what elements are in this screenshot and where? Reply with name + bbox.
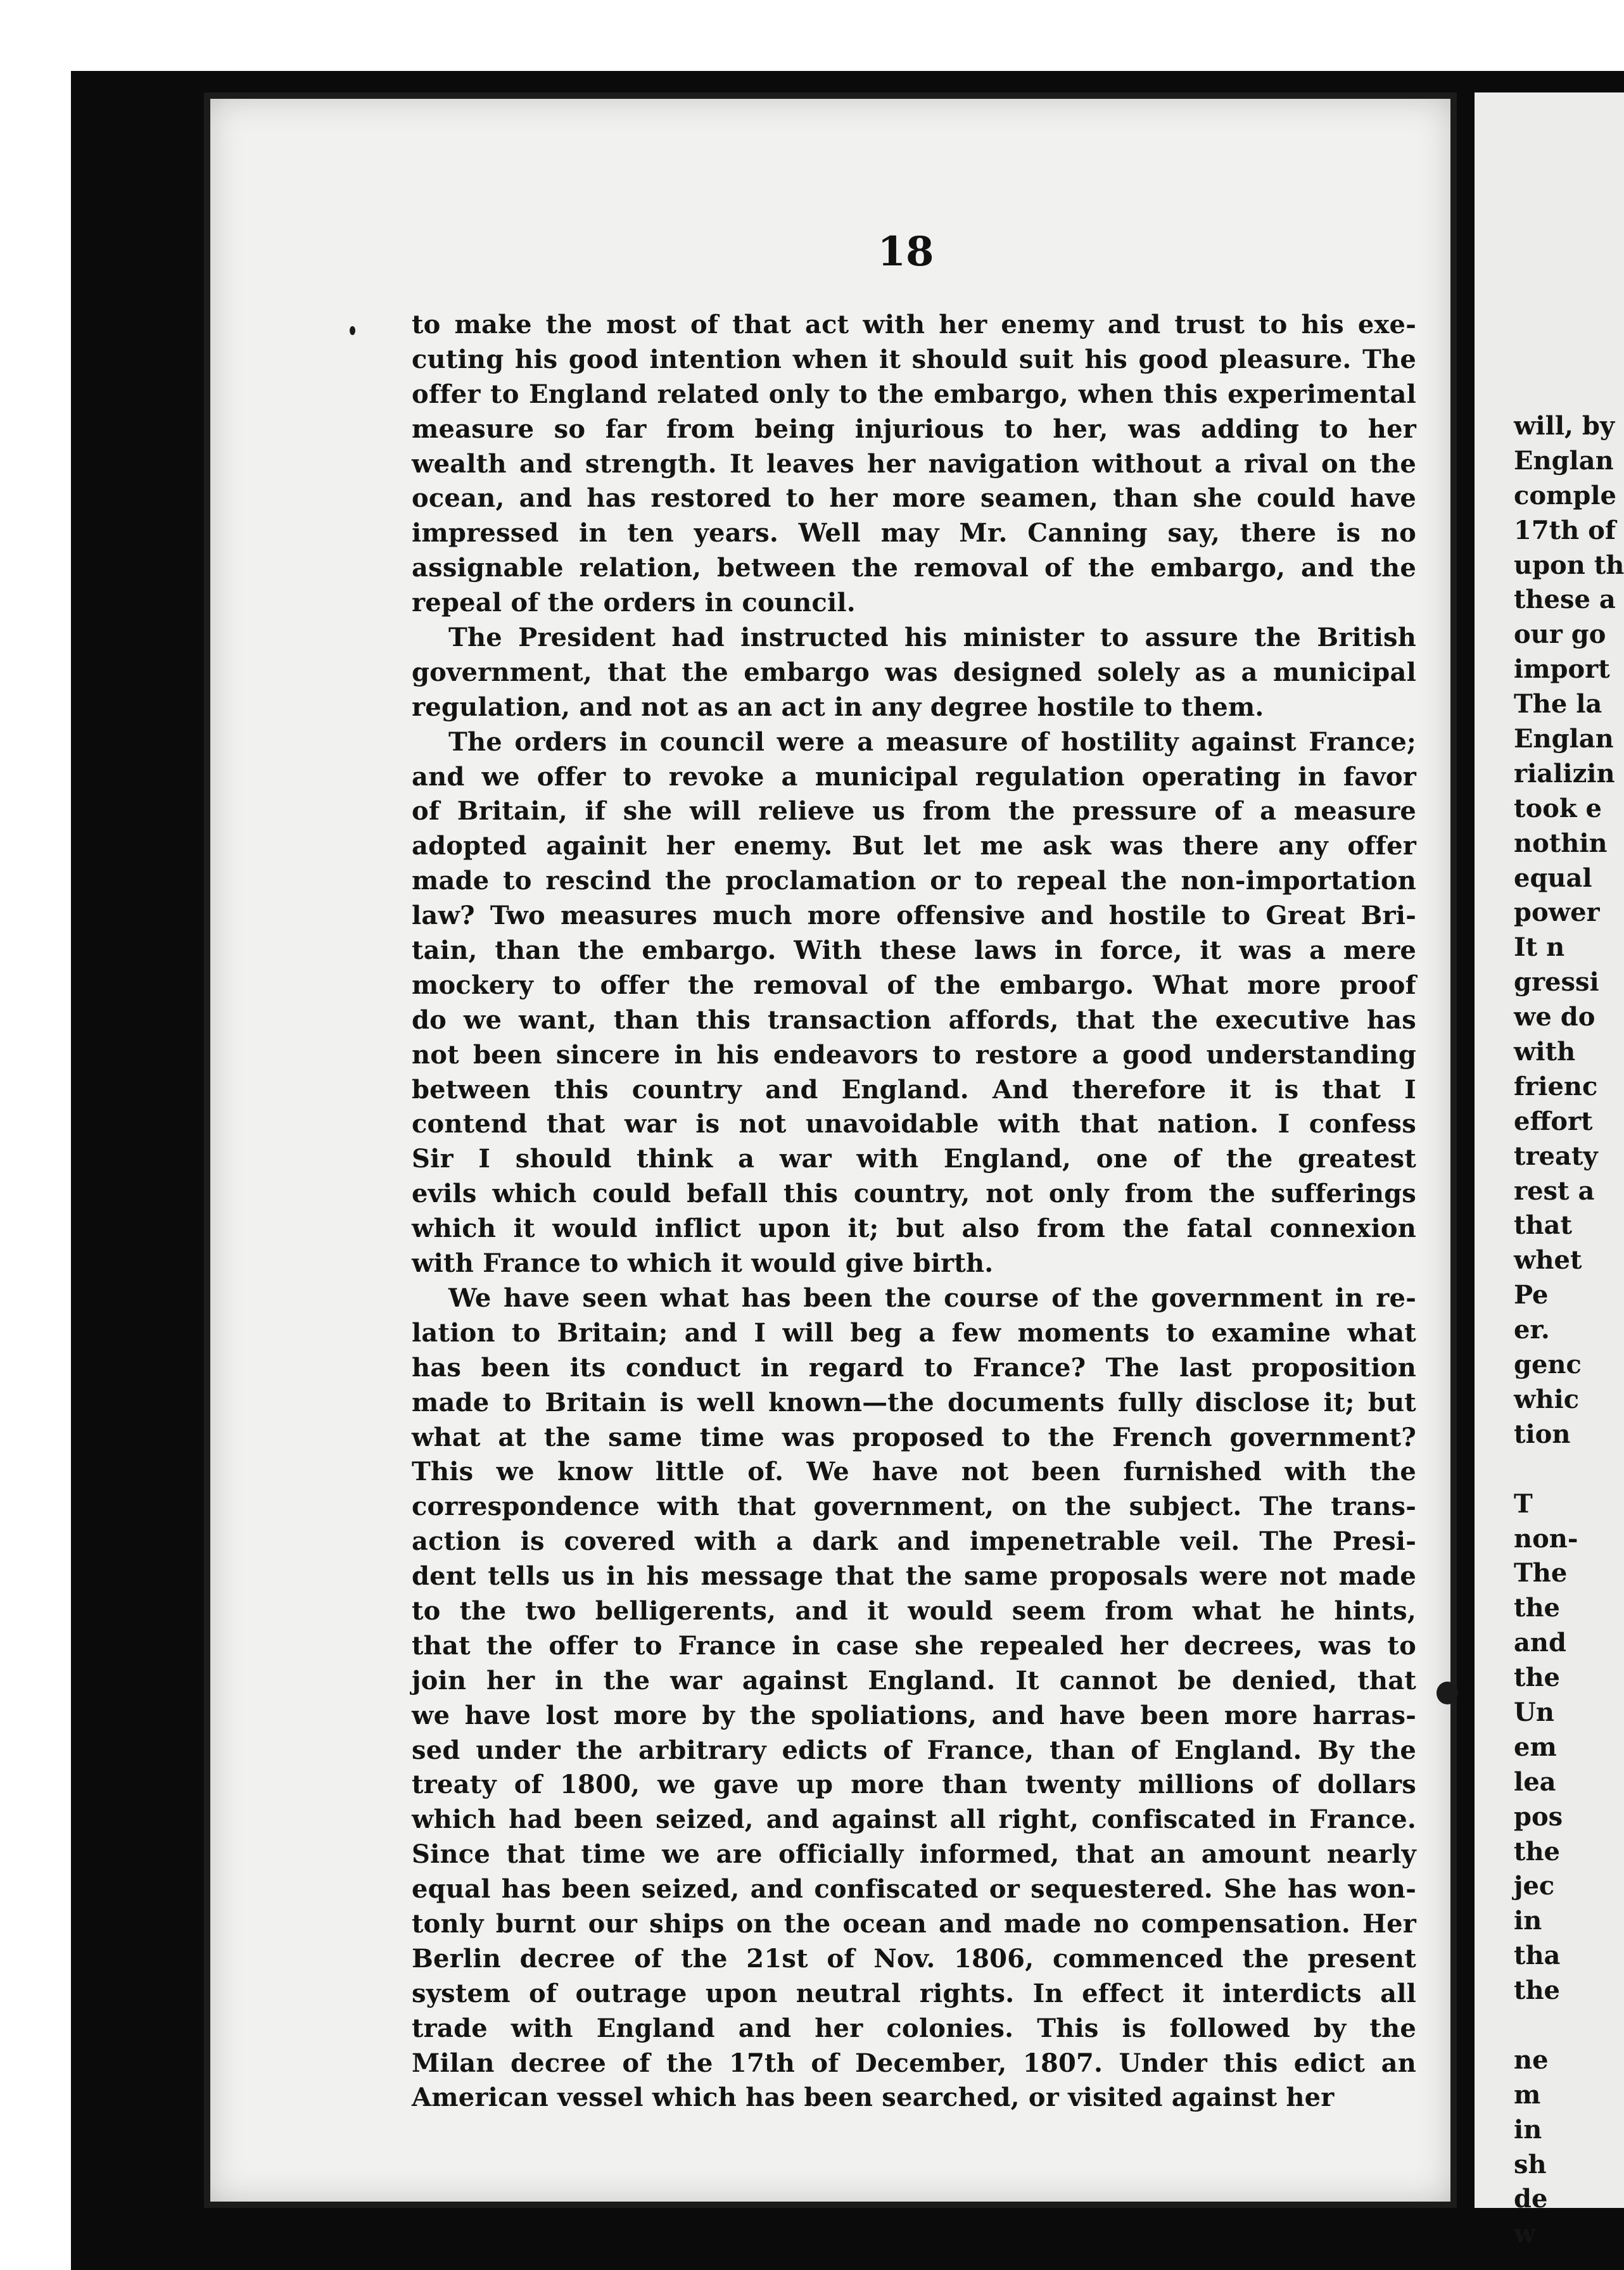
right-page-line: 17th of — [1514, 515, 1616, 545]
text-line: equal has been seized, and confiscated or sequestered. She has won- — [412, 1874, 1416, 1905]
text-line: evils which could befall this country, not only from the sufferings — [412, 1179, 1416, 1209]
right-page-line: jec — [1514, 1871, 1555, 1901]
text-line: Since that time we are officially informed, that an amount nearly — [412, 1839, 1416, 1870]
text-line: impressed in ten years. Well may Mr. Canning say, there is no — [412, 518, 1416, 548]
right-page-line: treaty — [1514, 1141, 1598, 1171]
right-page-line: our go — [1514, 619, 1606, 650]
right-page-line: power — [1514, 897, 1600, 928]
right-page-line: er. — [1514, 1315, 1550, 1345]
right-page-line: equal — [1514, 863, 1592, 893]
right-page-line: de — [1514, 2184, 1548, 2214]
right-page-line: w — [1514, 2219, 1536, 2249]
text-line: Sir I should think a war with England, one of the greatest — [412, 1144, 1416, 1174]
text-line: adopted againit her enemy. But let me ask was there any offer — [412, 831, 1416, 861]
right-page-line: Un — [1514, 1697, 1554, 1727]
text-line: mockery to offer the removal of the embargo. What more proof — [412, 970, 1416, 1000]
right-page-line: will, by — [1514, 411, 1615, 441]
text-line: which it would inflict upon it; but also from the fatal connexion — [412, 1214, 1416, 1244]
right-page-line: comple — [1514, 480, 1616, 510]
right-page-line: Englan — [1514, 724, 1614, 754]
right-page-line: rest a — [1514, 1176, 1595, 1206]
text-line: join her in the war against England. It cannot be denied, that — [412, 1665, 1416, 1696]
right-page-line — [1514, 1452, 1624, 1487]
body-text — [412, 308, 1416, 2115]
right-page-line: the — [1514, 1593, 1561, 1623]
text-line: Milan decree of the 17th of December, 1807. Under this edict an — [412, 2048, 1416, 2078]
text-line: We have seen what has been the course of the government in re- — [448, 1283, 1416, 1313]
text-line: The President had instructed his minister to assure the British — [448, 623, 1416, 653]
text-line: not been sincere in his endeavors to restore a good understanding — [412, 1039, 1416, 1070]
text-line: cuting his good intention when it should suit his good pleasure. The — [412, 344, 1416, 374]
right-page-line: lea — [1514, 1766, 1556, 1797]
right-page-line: these a — [1514, 585, 1616, 615]
right-page-line: Englan — [1514, 445, 1614, 476]
right-page-line: in — [1514, 1906, 1542, 1936]
text-line: repeal of the orders in council. — [412, 588, 856, 618]
right-page-line: we do — [1514, 1002, 1595, 1032]
right-page-line: frienc — [1514, 1071, 1598, 1101]
right-page-line: non- — [1514, 1523, 1578, 1554]
text-line: to make the most of that act with her enemy and trust to his exe- — [412, 310, 1416, 339]
text-line: dent tells us in his message that the same proposals were not made — [412, 1561, 1416, 1592]
text-line: sed under the arbitrary edicts of France, than of England. By the — [412, 1735, 1416, 1765]
text-line: made to rescind the proclamation or to repeal the non-importation — [412, 866, 1416, 896]
ink-speck — [350, 326, 355, 335]
right-page-line: m — [1514, 2079, 1541, 2110]
text-line: contend that war is not unavoidable with that nation. I confess — [412, 1109, 1416, 1139]
text-line: correspondence with that government, on the subject. The trans- — [412, 1492, 1416, 1522]
text-line: The orders in council were a measure of hostility against France; — [448, 726, 1416, 757]
text-line: regulation, and not as an act in any degree hostile to them. — [412, 692, 1264, 722]
text-line: trade with England and her colonies. This is followed by the — [412, 2013, 1416, 2043]
text-line: do we want, than this transaction affords, that the executive has — [412, 1005, 1416, 1035]
right-page-line: tion — [1514, 1419, 1571, 1449]
right-page-line: effort — [1514, 1106, 1593, 1136]
text-line: action is covered with a dark and impenetrable veil. The Presi- — [412, 1526, 1416, 1557]
text-line: law? Two measures much more offensive and hostile to Great Bri- — [412, 901, 1416, 931]
ink-speck — [1437, 1682, 1458, 1704]
right-page-line: in — [1514, 2114, 1542, 2145]
right-page-line: and — [1514, 1628, 1566, 1658]
text-line: has been its conduct in regard to France? The last proposition — [412, 1352, 1416, 1383]
text-line: system of outrage upon neutral rights. In effect it interdicts all — [412, 1978, 1416, 2008]
film-border-bottom — [71, 2208, 1624, 2270]
right-page-line: em — [1514, 1732, 1557, 1762]
right-page-line: sh — [1514, 2149, 1547, 2179]
right-page-line: gressi — [1514, 967, 1599, 998]
right-page-line: took e — [1514, 793, 1602, 823]
right-page-line: whic — [1514, 1384, 1580, 1414]
text-line: which had been seized, and against all right, confiscated in France. — [412, 1804, 1416, 1835]
right-page-line: genc — [1514, 1350, 1582, 1380]
text-line: measure so far from being injurious to her, was adding to her — [412, 414, 1416, 444]
right-page-line: import — [1514, 654, 1610, 685]
text-line: of Britain, if she will relieve us from the pressure of a measure — [412, 796, 1416, 827]
text-line: tain, than the embargo. With these laws in force, it was a mere — [412, 935, 1416, 966]
text-line: that the offer to France in case she repealed her decrees, was to — [412, 1630, 1416, 1661]
text-line: to the two belligerents, and it would seem from what he hints, — [412, 1595, 1416, 1626]
right-page-line: whet — [1514, 1245, 1582, 1276]
right-page-line: with — [1514, 1037, 1576, 1067]
right-page — [1475, 92, 1624, 2249]
right-page-line: rializin — [1514, 758, 1615, 789]
right-page-line: the — [1514, 1975, 1561, 2006]
text-line: we have lost more by the spoliations, and have been more harras- — [412, 1700, 1416, 1730]
text-line: This we know little of. We have not been furnished with the — [412, 1457, 1416, 1487]
right-page-text — [1514, 409, 1624, 2252]
right-page-line: nothin — [1514, 828, 1608, 858]
right-page-line: T — [1514, 1488, 1533, 1519]
film-border-top — [71, 71, 1624, 92]
text-line: Berlin decree of the 21st of Nov. 1806, commenced the present — [412, 1943, 1416, 1974]
right-page-line: Pe — [1514, 1280, 1549, 1310]
text-line: assignable relation, between the removal of the embargo, and the — [412, 553, 1416, 583]
right-page-line: ne — [1514, 2045, 1549, 2075]
page-number: 18 — [877, 228, 934, 276]
right-page-line: tha — [1514, 1941, 1561, 1971]
text-line: tonly burnt our ships on the ocean and made no compensation. Her — [412, 1908, 1416, 1939]
text-line: ocean, and has restored to her more seamen, than she could have — [412, 483, 1416, 514]
text-line: with France to which it would give birth. — [412, 1248, 994, 1279]
right-page-line: the — [1514, 1663, 1561, 1693]
text-line: wealth and strength. It leaves her navigation without a rival on the — [412, 448, 1416, 479]
right-page-line: upon th — [1514, 550, 1624, 580]
text-line: offer to England related only to the embargo, when this experimental — [412, 379, 1416, 409]
text-line: and we offer to revoke a municipal regulation operating in favor — [412, 761, 1416, 792]
right-page-line: pos — [1514, 1801, 1563, 1832]
right-page-line: that — [1514, 1210, 1572, 1241]
text-line: what at the same time was proposed to the French government? — [412, 1422, 1416, 1452]
right-page-line: The la — [1514, 689, 1602, 720]
book-gutter — [1457, 92, 1475, 2208]
right-page-line: It n — [1514, 932, 1565, 963]
text-line: lation to Britain; and I will beg a few moments to examine what — [412, 1317, 1416, 1348]
right-page-line — [1514, 2008, 1624, 2043]
text-line: treaty of 1800, we gave up more than twenty millions of dollars — [412, 1770, 1416, 1800]
text-line: government, that the embargo was designed solely as a municipal — [412, 657, 1416, 687]
text-line: American vessel which has been searched, or visited against her — [412, 2083, 1335, 2113]
film-border-left — [71, 71, 204, 2270]
right-page-line: The — [1514, 1558, 1568, 1588]
text-line: between this country and England. And therefore it is that I — [412, 1074, 1416, 1105]
right-page-line: the — [1514, 1836, 1561, 1867]
text-line: made to Britain is well known—the documents fully disclose it; but — [412, 1387, 1416, 1417]
